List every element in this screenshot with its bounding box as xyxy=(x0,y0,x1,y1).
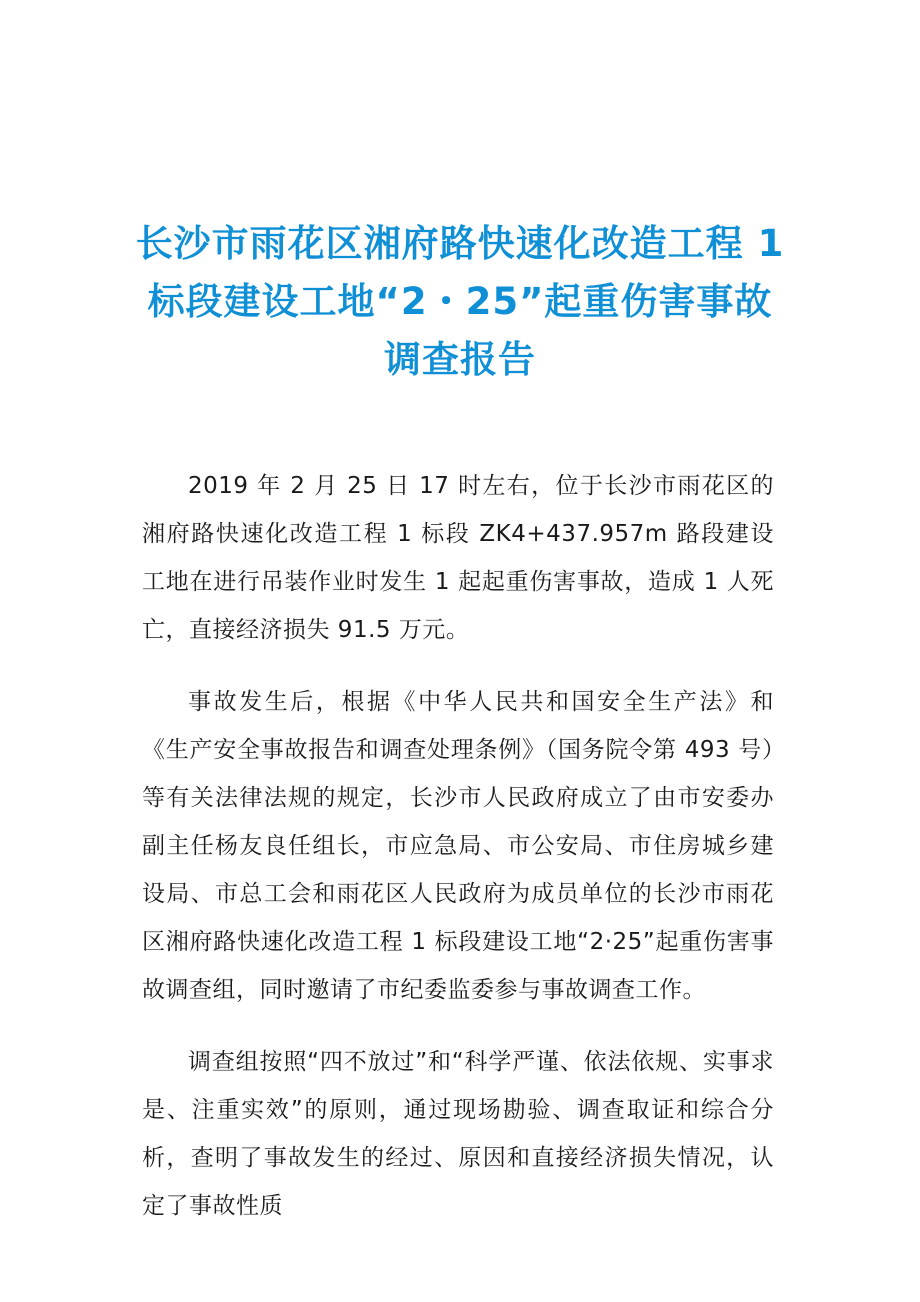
document-body xyxy=(142,462,774,1254)
paragraph-3: 调查组按照“四不放过”和“科学严谨、依法依规、实事求是、注重实效”的原则，通过现场勘验、调查取证和综合分析，查明了事故发生的经过、原因和直接经济损失情况，认定了事故性质 xyxy=(142,1049,774,1219)
paragraph-1: 2019 年 2 月 25 日 17 时左右，位于长沙市雨花区的湘府路快速化改造工程 1 标段 ZK4+437.957m 路段建设工地在进行吊装作业时发生 1 起起重伤害事故，造成 1 人死亡，直接经济损失 91.5 万元。 xyxy=(142,473,774,643)
paragraph-2: 事故发生后，根据《中华人民共和国安全生产法》和《生产安全事故报告和调查处理条例》（国务院令第 493 号）等有关法律法规的规定，长沙市人民政府成立了由市安委办副主任杨友良任组长，市应急局、市公安局、市住房城乡建设局、市总工会和雨花区人民政府为成员单位的长沙市雨花区湘府路快速化改造工程 1 标段建设工地“2·25”起重伤害事故调查组，同时邀请了市纪委监委参与事故调查工作。 xyxy=(142,689,774,1003)
page-title: 长沙市雨花区湘府路快速化改造工程 1 标段建设工地“2・25”起重伤害事故调查报告 xyxy=(135,221,785,381)
